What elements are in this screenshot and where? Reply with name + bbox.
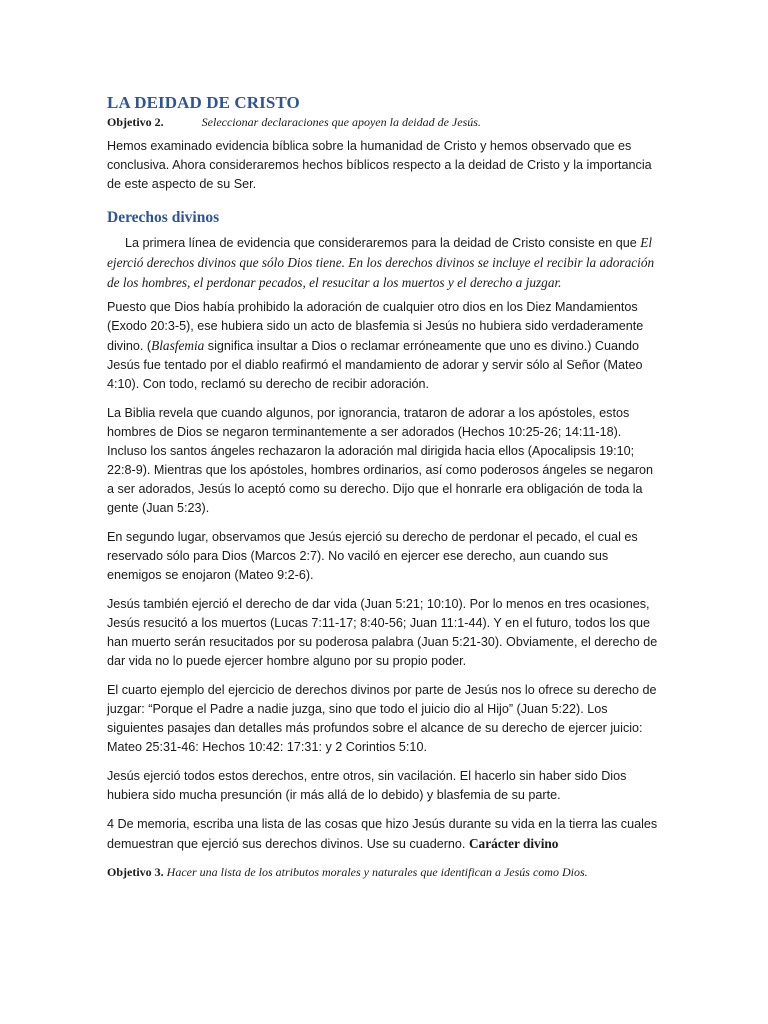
intro-paragraph: Hemos examinado evidencia bíblica sobre la humanidad de Cristo y hemos observado que es conclusiva. Ahora consideraremos hechos bíblicos respecto a la deidad de Cristo y la importancia de este aspecto de su Ser. xyxy=(107,139,652,191)
objective-2-text: Seleccionar declaraciones que apoyen la deidad de Jesús. xyxy=(201,115,481,129)
paragraph-1-italic: El ejerció derechos divinos que sólo Dios tiene. En los derechos divinos se incluye el recibir la adoración de los hombres, el perdonar pecados, el resucitar a los muertos y el derecho a juzgar. xyxy=(107,235,655,290)
objective-2 xyxy=(107,114,660,130)
paragraph-2-before: Puesto que Dios había prohibido la adoración de cualquier otro dios en los Diez Mandamientos (Exodo 20:3-5), ese hubiera sido un acto de blasfemia si Jesús no hubiera sido verdaderamente divino. ( xyxy=(107,300,644,353)
paragraph-2-italic: Blasfemia xyxy=(151,338,205,353)
paragraph-2 xyxy=(107,298,660,394)
paragraph-8 xyxy=(107,815,660,854)
paragraph-6: El cuarto ejemplo del ejercicio de derechos divinos por parte de Jesús nos lo ofrece su derecho de juzgar: “Porque el Padre a nadie juzga, sino que todo el juicio dio al Hijo” (Juan 5:22). Los siguientes pasajes dan detalles más profundos sobre el alcance de su derecho de ejercer juicio: Mateo 25:31-46: Hechos 10:42: 17:31: y 2 Corintios 5:10. xyxy=(107,683,657,754)
paragraph-3: La Biblia revela que cuando algunos, por ignorancia, trataron de adorar a los apóstoles, estos hombres de Dios se negaron terminantemente a ser adorados (Hechos 10:25-26; 14:11-18). Incluso los santos ángeles rechazaron la adoración mal dirigida hacia ellos (Apocalipsis 19:10; 22:8-9). Mientras que los apóstoles, hombres ordinarios, así como poderosos ángeles se negaron a ser adorados, Jesús lo aceptó como su derecho. Dijo que el honrarle era obligación de toda la gente (Juan 5:23). xyxy=(107,406,654,515)
objective-2-label: Objetivo 2. xyxy=(107,115,164,129)
paragraph-8-bold: Carácter divino xyxy=(468,836,559,851)
objective-3 xyxy=(107,864,660,880)
paragraph-8-text: 4 De memoria, escriba una lista de las cosas que hizo Jesús durante su vida en la tierra las cuales demuestran que ejerció sus derechos divinos. Use su cuaderno. xyxy=(107,817,658,851)
document-title: LA DEIDAD DE CRISTO xyxy=(107,93,300,112)
paragraph-1-lead: La primera línea de evidencia que consideraremos para la deidad de Cristo consiste en que xyxy=(125,236,641,250)
section-heading-derechos-divinos: Derechos divinos xyxy=(107,209,220,226)
paragraph-5: Jesús también ejerció el derecho de dar vida (Juan 5:21; 10:10). Por lo menos en tres ocasiones, Jesús resucitó a los muertos (Lucas 7:11-17; 8:40-56; Juan 11:1-44). Y en el futuro, todos los que han muerto serán resucitados por su poderosa palabra (Juan 5:21-30). Obviamente, el derecho de dar vida no lo puede ejercer hombre alguno por su propio poder. xyxy=(107,597,658,668)
paragraph-2-after: significa insultar a Dios o reclamar erróneamente que uno es divino.) Cuando Jesús fue tentado por el diablo reafirmó el mandamiento de adorar y servir sólo al Señor (Mateo 4:10). Con todo, reclamó su derecho de recibir adoración. xyxy=(107,339,643,391)
objective-3-text: Hacer una lista de los atributos morales y naturales que identifican a Jesús como Dios. xyxy=(166,865,588,879)
paragraph-4: En segundo lugar, observamos que Jesús ejerció su derecho de perdonar el pecado, el cual es reservado sólo para Dios (Marcos 2:7). No vaciló en ejercer ese derecho, aun cuando sus enemigos se enojaron (Mateo 9:2-6). xyxy=(107,530,638,582)
objective-3-label: Objetivo 3. xyxy=(107,865,164,879)
paragraph-1 xyxy=(107,233,660,293)
paragraph-7: Jesús ejerció todos estos derechos, entre otros, sin vacilación. El hacerlo sin haber sido Dios hubiera sido mucha presunción (ir más allá de lo debido) y blasfemia de su parte. xyxy=(107,769,627,802)
